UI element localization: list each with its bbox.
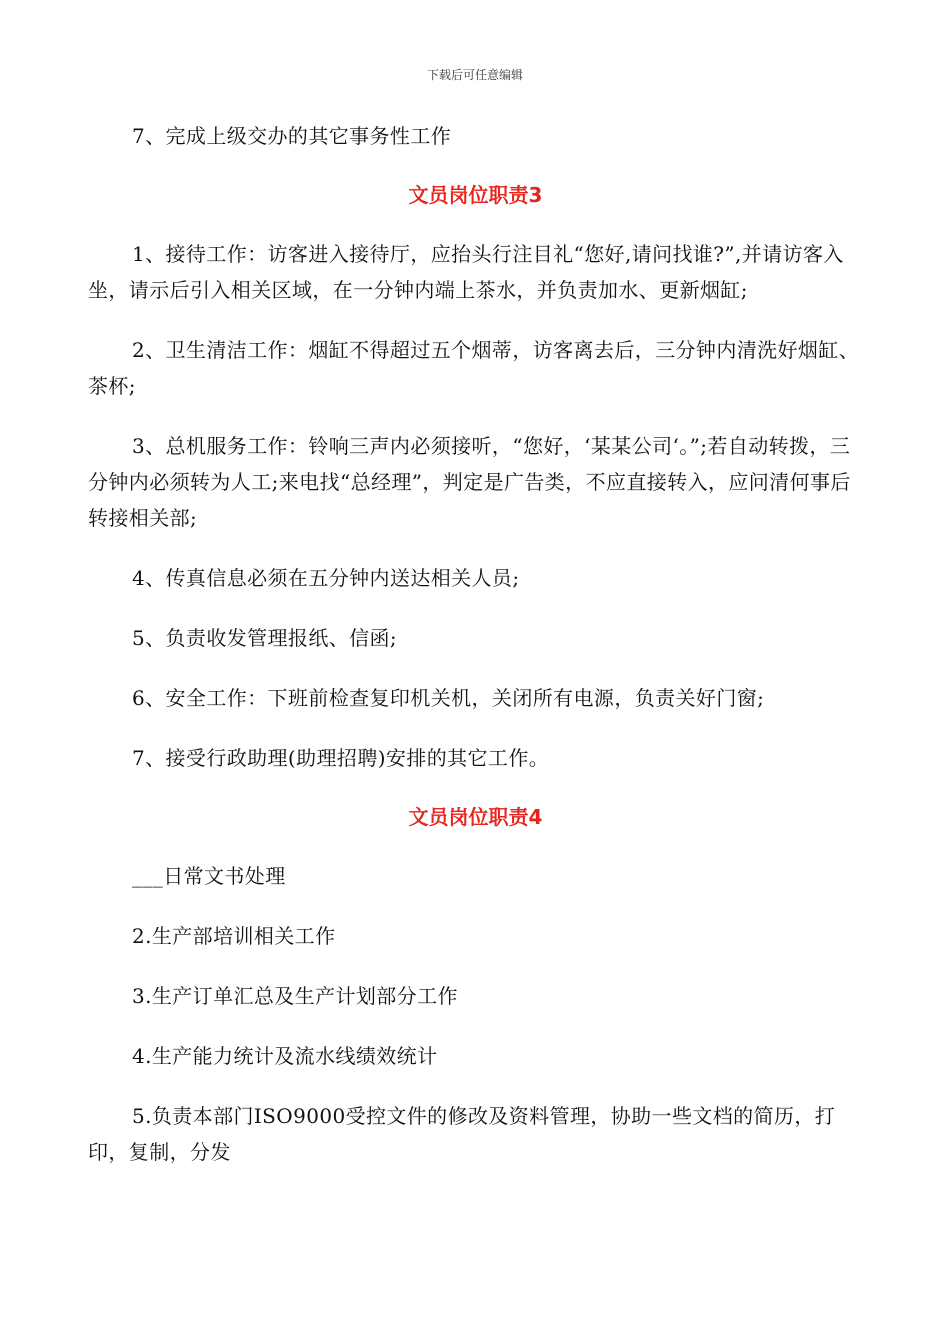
paragraph-s3-7: 7、接受行政助理(助理招聘)安排的其它工作。: [132, 746, 550, 770]
document-body: [88, 118, 863, 1170]
paragraph-s4-5: 5.负责本部门ISO9000受控文件的修改及资料管理，协助一些文档的简历，打印，复制，分发: [88, 1104, 836, 1164]
paragraph-s4-1: ___日常文书处理: [132, 864, 286, 888]
section-title-3: 文员岗位职责3: [408, 183, 543, 207]
paragraph-s3-1: 1、接待工作：访客进入接待厅，应抬头行注目礼“您好,请问找谁?”,并请访客入坐，请示后引入相关区域，在一分钟内端上茶水，并负责加水、更新烟缸;: [88, 242, 844, 302]
paragraph-s4-2: 2.生产部培训相关工作: [132, 924, 336, 948]
section-title-4: 文员岗位职责4: [408, 805, 543, 829]
paragraph-s3-5: 5、负责收发管理报纸、信函;: [132, 626, 398, 650]
paragraph-s3-2: 2、卫生清洁工作：烟缸不得超过五个烟蒂，访客离去后，三分钟内清洗好烟缸、茶杯;: [88, 338, 860, 398]
paragraph-s4-3: 3.生产订单汇总及生产计划部分工作: [132, 984, 458, 1008]
paragraph-s4-4: 4.生产能力统计及流水线绩效统计: [132, 1044, 438, 1068]
paragraph-prev-7: 7、完成上级交办的其它事务性工作: [132, 124, 452, 148]
paragraph-s3-3: 3、总机服务工作：铃响三声内必须接听，“您好，‘某某公司‘。”;若自动转拨，三分钟内必须转为人工;来电找“总经理”，判定是广告类，不应直接转入，应问清何事后转接相关部;: [88, 434, 851, 530]
paragraph-s3-6: 6、安全工作：下班前检查复印机关机，关闭所有电源，负责关好门窗;: [132, 686, 765, 710]
header-note: 下载后可任意编辑: [426, 68, 523, 82]
paragraph-s3-4: 4、传真信息必须在五分钟内送达相关人员;: [132, 566, 520, 590]
